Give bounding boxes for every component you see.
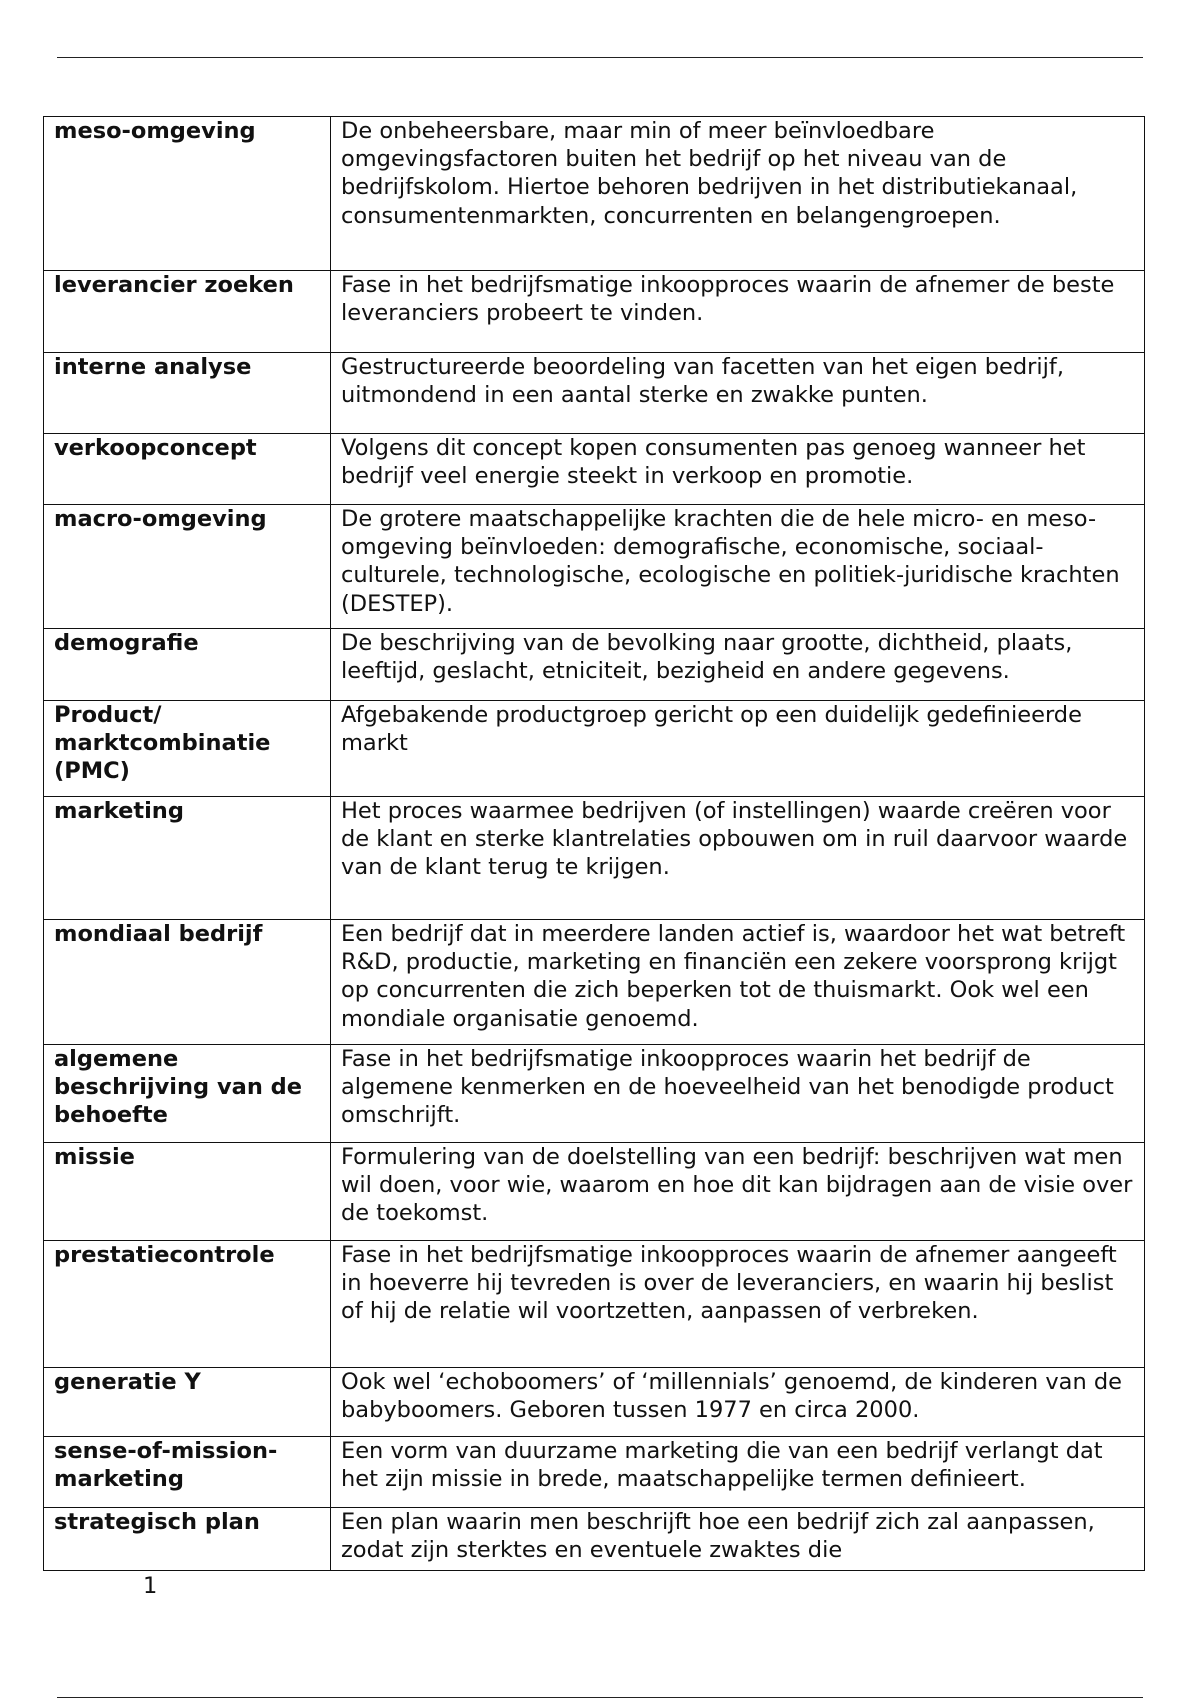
term-cell: prestatiecontrole bbox=[44, 1241, 331, 1368]
definition-cell: Gestructureerde beoordeling van facetten van het eigen bedrijf, uitmondend in een aantal sterke en zwakke punten. bbox=[331, 353, 1145, 434]
term-cell: verkoopconcept bbox=[44, 434, 331, 505]
glossary-row bbox=[44, 505, 1145, 629]
term-cell: macro-omgeving bbox=[44, 505, 331, 629]
definition-cell: Afgebakende productgroep gericht op een duidelijk gedefinieerde markt bbox=[331, 701, 1145, 797]
term-cell: missie bbox=[44, 1143, 331, 1241]
glossary-row bbox=[44, 353, 1145, 434]
definition-cell: Fase in het bedrijfsmatige inkoopproces waarin de afnemer aangeeft in hoeverre hij tevreden is over de leveranciers, en waarin hij beslist of hij de relatie wil voortzetten, aanpassen of verbreken. bbox=[331, 1241, 1145, 1368]
definition-cell: Volgens dit concept kopen consumenten pas genoeg wanneer het bedrijf veel energie steekt in verkoop en promotie. bbox=[331, 434, 1145, 505]
definition-cell: De onbeheersbare, maar min of meer beïnvloedbare omgevingsfactoren buiten het bedrijf op het niveau van de bedrijfskolom. Hiertoe behoren bedrijven in het distributiekanaal, consumentenmarkten, concurrenten en belangengroepen. bbox=[331, 117, 1145, 271]
definition-cell: Fase in het bedrijfsmatige inkoopproces waarin het bedrijf de algemene kenmerken en de hoeveelheid van het benodigde product omschrijft. bbox=[331, 1045, 1145, 1143]
glossary-table bbox=[43, 116, 1145, 1571]
glossary-row bbox=[44, 629, 1145, 701]
term-cell: leverancier zoeken bbox=[44, 271, 331, 353]
glossary-row bbox=[44, 1437, 1145, 1508]
glossary-row bbox=[44, 1241, 1145, 1368]
term-cell: mondiaal bedrijf bbox=[44, 920, 331, 1045]
page-number: 1 bbox=[143, 1573, 158, 1599]
glossary-row bbox=[44, 797, 1145, 920]
definition-cell: Een plan waarin men beschrijft hoe een bedrijf zich zal aanpassen, zodat zijn sterktes en eventuele zwaktes die bbox=[331, 1508, 1145, 1571]
glossary-row bbox=[44, 1368, 1145, 1437]
term-cell: interne analyse bbox=[44, 353, 331, 434]
glossary-row bbox=[44, 1045, 1145, 1143]
term-cell: algemene beschrijving van de behoefte bbox=[44, 1045, 331, 1143]
glossary-row bbox=[44, 920, 1145, 1045]
glossary-row bbox=[44, 434, 1145, 505]
definition-cell: Het proces waarmee bedrijven (of instellingen) waarde creëren voor de klant en sterke klantrelaties opbouwen om in ruil daarvoor waarde van de klant terug te krijgen. bbox=[331, 797, 1145, 920]
term-cell: sense-of-mission-marketing bbox=[44, 1437, 331, 1508]
glossary-row bbox=[44, 117, 1145, 271]
term-cell: demografie bbox=[44, 629, 331, 701]
definition-cell: Fase in het bedrijfsmatige inkoopproces waarin de afnemer de beste leveranciers probeert te vinden. bbox=[331, 271, 1145, 353]
term-cell: marketing bbox=[44, 797, 331, 920]
term-cell: strategisch plan bbox=[44, 1508, 331, 1571]
definition-cell: De beschrijving van de bevolking naar grootte, dichtheid, plaats, leeftijd, geslacht, etniciteit, bezigheid en andere gegevens. bbox=[331, 629, 1145, 701]
term-cell: Product/ marktcombinatie (PMC) bbox=[44, 701, 331, 797]
glossary-row bbox=[44, 271, 1145, 353]
term-cell: generatie Y bbox=[44, 1368, 331, 1437]
footer-rule bbox=[57, 1697, 1143, 1698]
definition-cell: Formulering van de doelstelling van een bedrijf: beschrijven wat men wil doen, voor wie, waarom en hoe dit kan bijdragen aan de visie over de toekomst. bbox=[331, 1143, 1145, 1241]
glossary-row bbox=[44, 1508, 1145, 1571]
definition-cell: Ook wel ‘echoboomers’ of ‘millennials’ genoemd, de kinderen van de babyboomers. Geboren tussen 1977 en circa 2000. bbox=[331, 1368, 1145, 1437]
definition-cell: De grotere maatschappelijke krachten die de hele micro- en meso-omgeving beïnvloeden: demografische, economische, sociaal-culturele, technologische, ecologische en politiek-juridische krachten (DESTEP). bbox=[331, 505, 1145, 629]
glossary-row bbox=[44, 1143, 1145, 1241]
definition-cell: Een bedrijf dat in meerdere landen actief is, waardoor het wat betreft R&D, productie, marketing en financiën een zekere voorsprong krijgt op concurrenten die zich beperken tot de thuismarkt. Ook wel een mondiale organisatie genoemd. bbox=[331, 920, 1145, 1045]
header-rule bbox=[57, 57, 1143, 58]
glossary-row bbox=[44, 701, 1145, 797]
term-cell: meso-omgeving bbox=[44, 117, 331, 271]
definition-cell: Een vorm van duurzame marketing die van een bedrijf verlangt dat het zijn missie in brede, maatschappelijke termen definieert. bbox=[331, 1437, 1145, 1508]
